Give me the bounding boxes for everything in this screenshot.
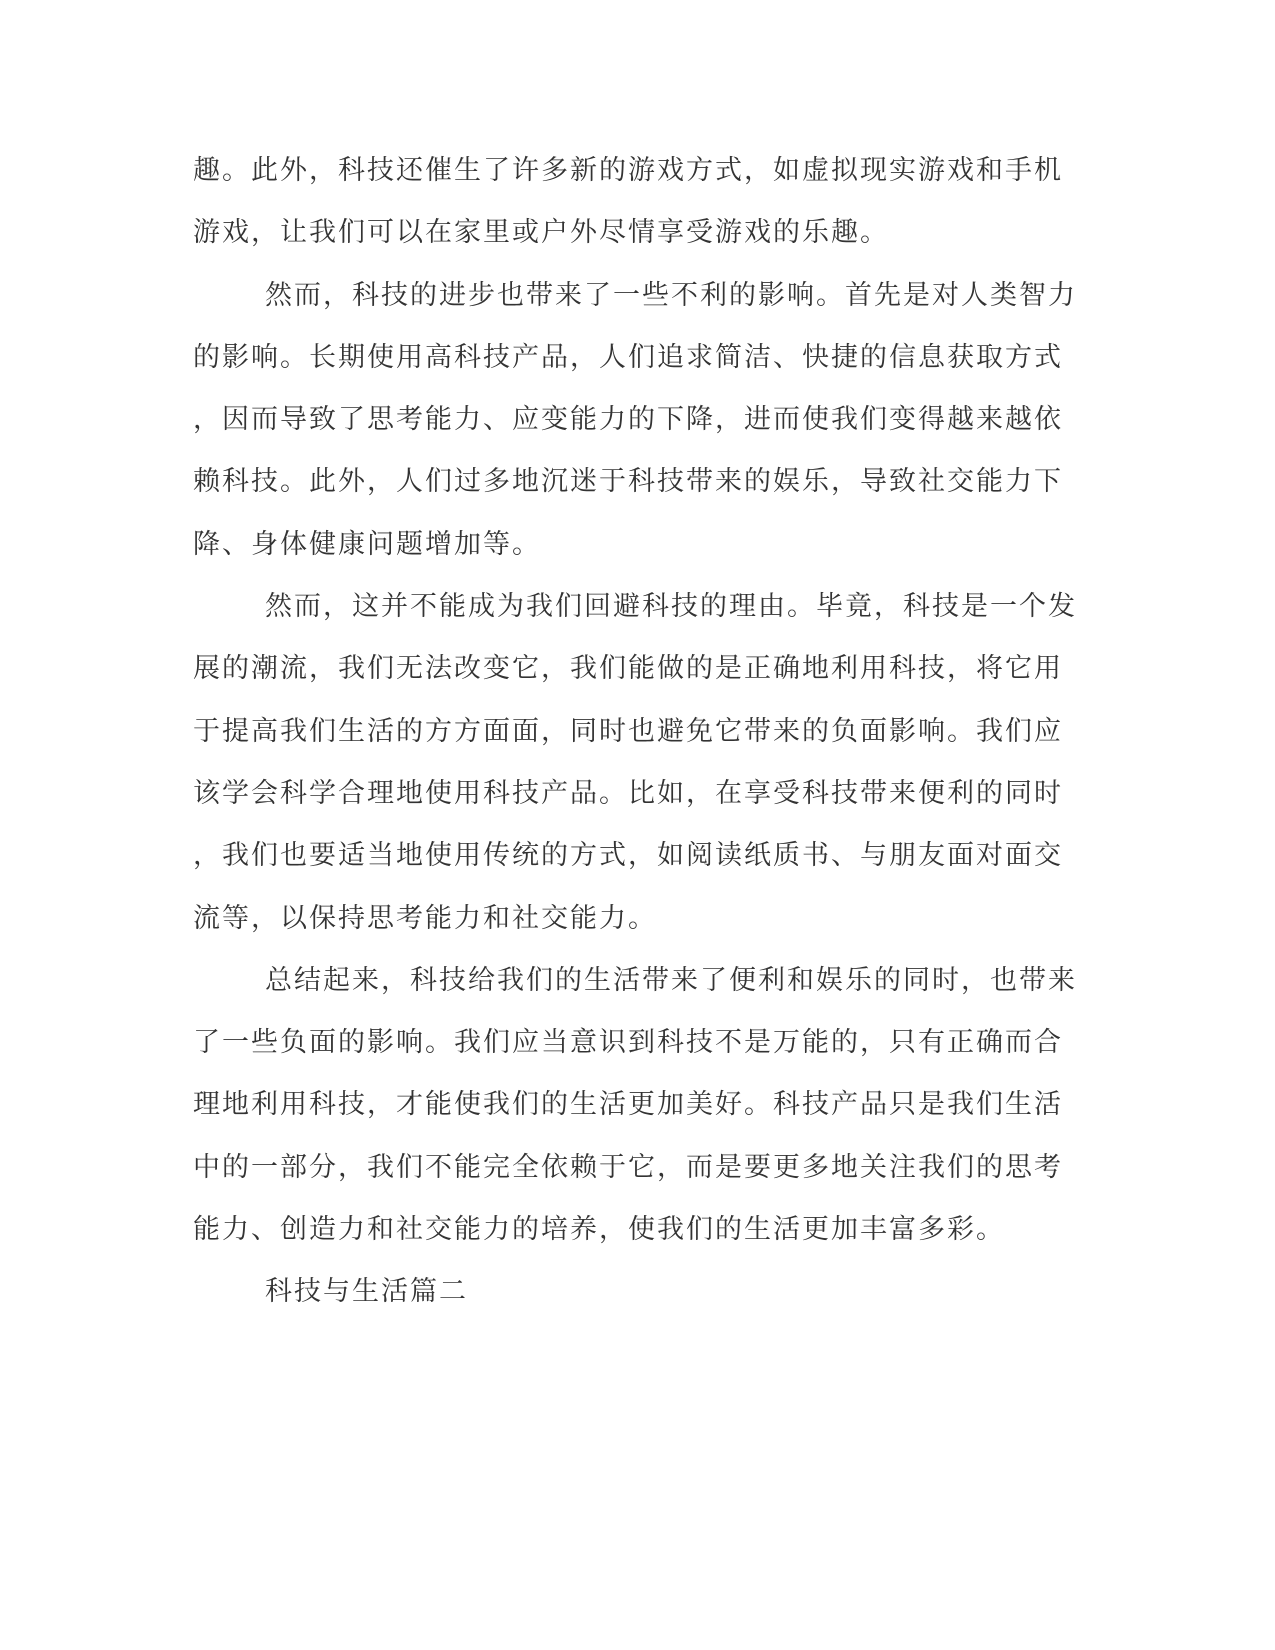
text-line: 趣。此外，科技还催生了许多新的游戏方式，如虚拟现实游戏和手机 <box>193 155 1063 186</box>
paragraph <box>193 950 1075 1261</box>
text-line: 总结起来，科技给我们的生活带来了便利和娱乐的同时，也带来 <box>265 964 1077 996</box>
text-line: ，我们也要适当地使用传统的方式，如阅读纸质书、与朋友面对面交 <box>193 840 1063 872</box>
text-line: 能力、创造力和社交能力的培养，使我们的生活更加丰富多彩。 <box>193 1214 1005 1246</box>
paragraph <box>193 576 1075 950</box>
text-line: 理地利用科技，才能使我们的生活更加美好。科技产品只是我们生活 <box>193 1089 1063 1121</box>
text-line: 的影响。长期使用高科技产品，人们追求简洁、快捷的信息获取方式 <box>193 341 1063 373</box>
text-line: 中的一部分，我们不能完全依赖于它，而是要更多地关注我们的思考 <box>193 1151 1063 1183</box>
document-body <box>193 140 1075 1324</box>
text-line: 赖科技。此外，人们过多地沉迷于科技带来的娱乐，导致社交能力下 <box>193 466 1063 498</box>
text-line: 然而，科技的进步也带来了一些不利的影响。首先是对人类智力 <box>265 279 1077 311</box>
paragraph <box>193 265 1075 576</box>
paragraph <box>193 1261 1075 1323</box>
text-line: 展的潮流，我们无法改变它，我们能做的是正确地利用科技，将它用 <box>193 653 1063 685</box>
text-line: 降、身体健康问题增加等。 <box>193 528 541 560</box>
text-line: 该学会科学合理地使用科技产品。比如，在享受科技带来便利的同时 <box>193 777 1063 809</box>
text-line: 然而，这并不能成为我们回避科技的理由。毕竟，科技是一个发 <box>265 591 1077 623</box>
text-line: 了一些负面的影响。我们应当意识到科技不是万能的，只有正确而合 <box>193 1027 1063 1059</box>
text-line: 流等，以保持思考能力和社交能力。 <box>193 902 657 934</box>
text-line: 游戏，让我们可以在家里或户外尽情享受游戏的乐趣。 <box>193 217 889 249</box>
text-line: 于提高我们生活的方方面面，同时也避免它带来的负面影响。我们应 <box>193 715 1063 747</box>
paragraph <box>193 140 1075 265</box>
text-line: ，因而导致了思考能力、应变能力的下降，进而使我们变得越来越依 <box>193 404 1063 436</box>
text-line: 科技与生活篇二 <box>265 1276 468 1308</box>
